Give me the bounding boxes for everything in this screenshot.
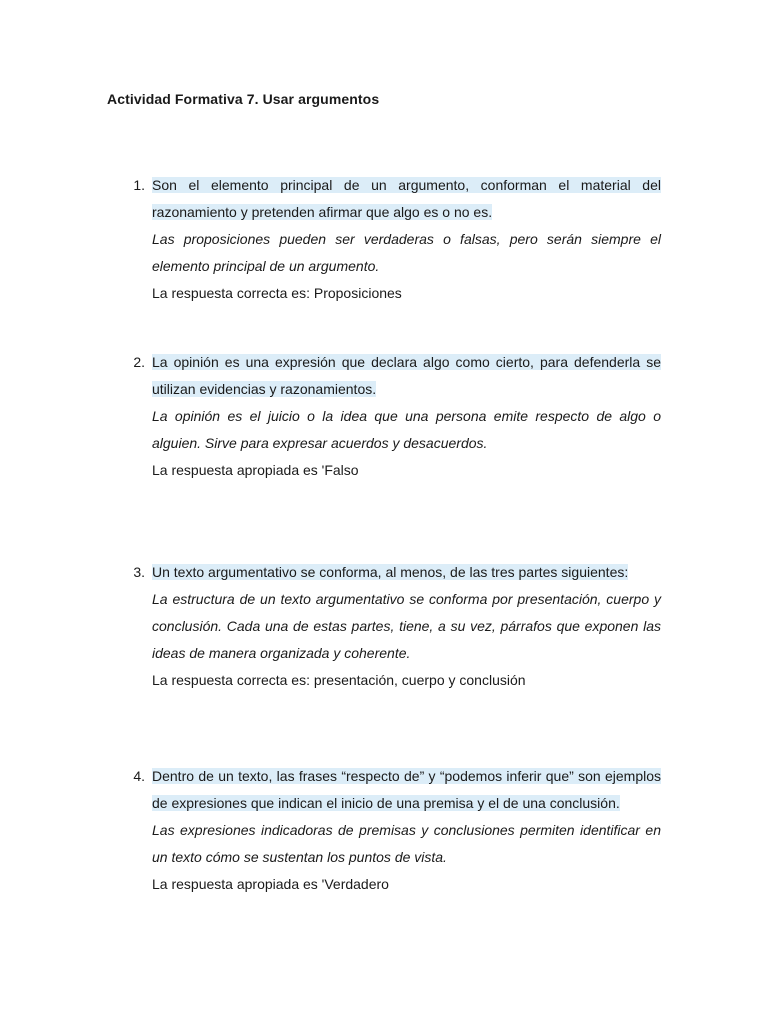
page-title: Actividad Formativa 7. Usar argumentos [107,91,380,107]
question-text [152,349,661,403]
question-answer: La respuesta correcta es: presentación, cuerpo y conclusión [152,672,526,688]
question-number: 2. [133,354,145,370]
question-answer: La respuesta correcta es: Proposiciones [152,285,402,301]
question-explanation: Las expresiones indicadoras de premisas y conclusiones permiten identificar en un texto cómo se sustentan los puntos de vista. [152,822,661,865]
question-answer: La respuesta apropiada es 'Verdadero [152,876,389,892]
question-number: 3. [133,564,145,580]
question-text-highlight: Un texto argumentativo se conforma, al menos, de las tres partes siguientes: [152,564,629,580]
question-text-highlight: Dentro de un texto, las frases “respecto de” y “podemos inferir que” son ejemplos de expresiones que indican el inicio de una premisa y el de una conclusión. [152,768,661,811]
question-number: 1. [133,177,145,193]
question-text-highlight: La opinión es una expresión que declara algo como cierto, para defenderla se utilizan evidencias y razonamientos. [152,354,661,397]
question-text [152,763,661,817]
question-text [152,172,661,226]
question-explanation: Las proposiciones pueden ser verdaderas o falsas, pero serán siempre el elemento principal de un argumento. [152,231,661,274]
question-number: 4. [133,768,145,784]
question-explanation: La estructura de un texto argumentativo se conforma por presentación, cuerpo y conclusión. Cada una de estas partes, tiene, a su vez, párrafos que exponen las ideas de manera organizada y coherente. [152,591,661,661]
question-4 [127,763,661,898]
question-1 [127,172,661,307]
question-3 [127,559,661,694]
question-text-highlight: Son el elemento principal de un argumento, conforman el material del razonamiento y pretenden afirmar que algo es o no es. [152,177,661,220]
question-answer: La respuesta apropiada es 'Falso [152,462,359,478]
question-explanation: La opinión es el juicio o la idea que una persona emite respecto de algo o alguien. Sirve para expresar acuerdos y desacuerdos. [152,408,661,451]
question-text [152,559,661,586]
question-2 [127,349,661,484]
